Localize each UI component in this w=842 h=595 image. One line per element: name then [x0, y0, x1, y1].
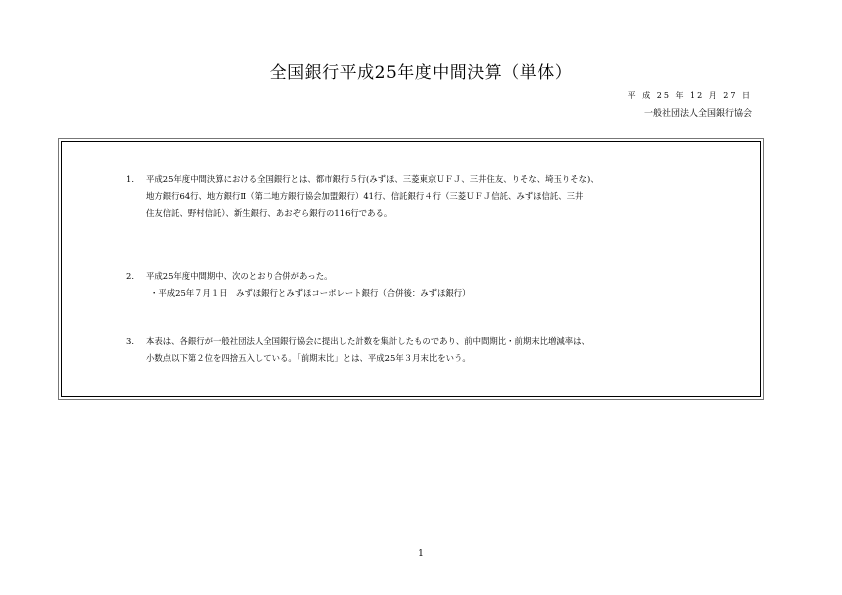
- notice-line: 平成25年度中間決算における全国銀行とは、都市銀行５行(みずほ、三菱東京ＵＦＪ、三井住友、りそな、埼玉りそな)、: [146, 174, 599, 184]
- notice-item-3: [126, 333, 590, 367]
- notice-number: 3.: [126, 336, 134, 346]
- notice-number: 2.: [126, 271, 134, 281]
- notice-line: 平成25年度中間期中、次のとおり合併があった。: [146, 271, 333, 281]
- notice-subline: ・平成25年７月１日 みずほ銀行とみずほコーポレート銀行（合併後：みずほ銀行）: [150, 288, 471, 298]
- notice-line: 本表は、各銀行が一般社団法人全国銀行協会に提出した計数を集計したものであり、前中間期比・前期末比増減率は、: [146, 336, 590, 346]
- notice-item-1: [126, 171, 599, 222]
- page-title: 全国銀行平成25年度中間決算（単体）: [269, 63, 573, 83]
- notice-number: 1.: [126, 174, 134, 184]
- notice-box: [61, 141, 761, 397]
- notice-line: 住友信託、野村信託）、新生銀行、あおぞら銀行の116行である。: [146, 208, 393, 218]
- notice-line: 小数点以下第２位を四捨五入している。「前期末比」とは、平成25年３月末比をいう。: [146, 353, 471, 363]
- document-date: 平 成 25 年 12 月 27 日: [627, 91, 752, 100]
- notice-item-2: [126, 268, 471, 302]
- organization-name: 一般社団法人全国銀行協会: [643, 109, 752, 119]
- page-number: 1: [418, 549, 424, 559]
- notice-line: 地方銀行64行、地方銀行Ⅱ（第二地方銀行協会加盟銀行）41行、信託銀行４行（三菱ＵＦＪ信託、みずほ信託、三井: [146, 191, 584, 201]
